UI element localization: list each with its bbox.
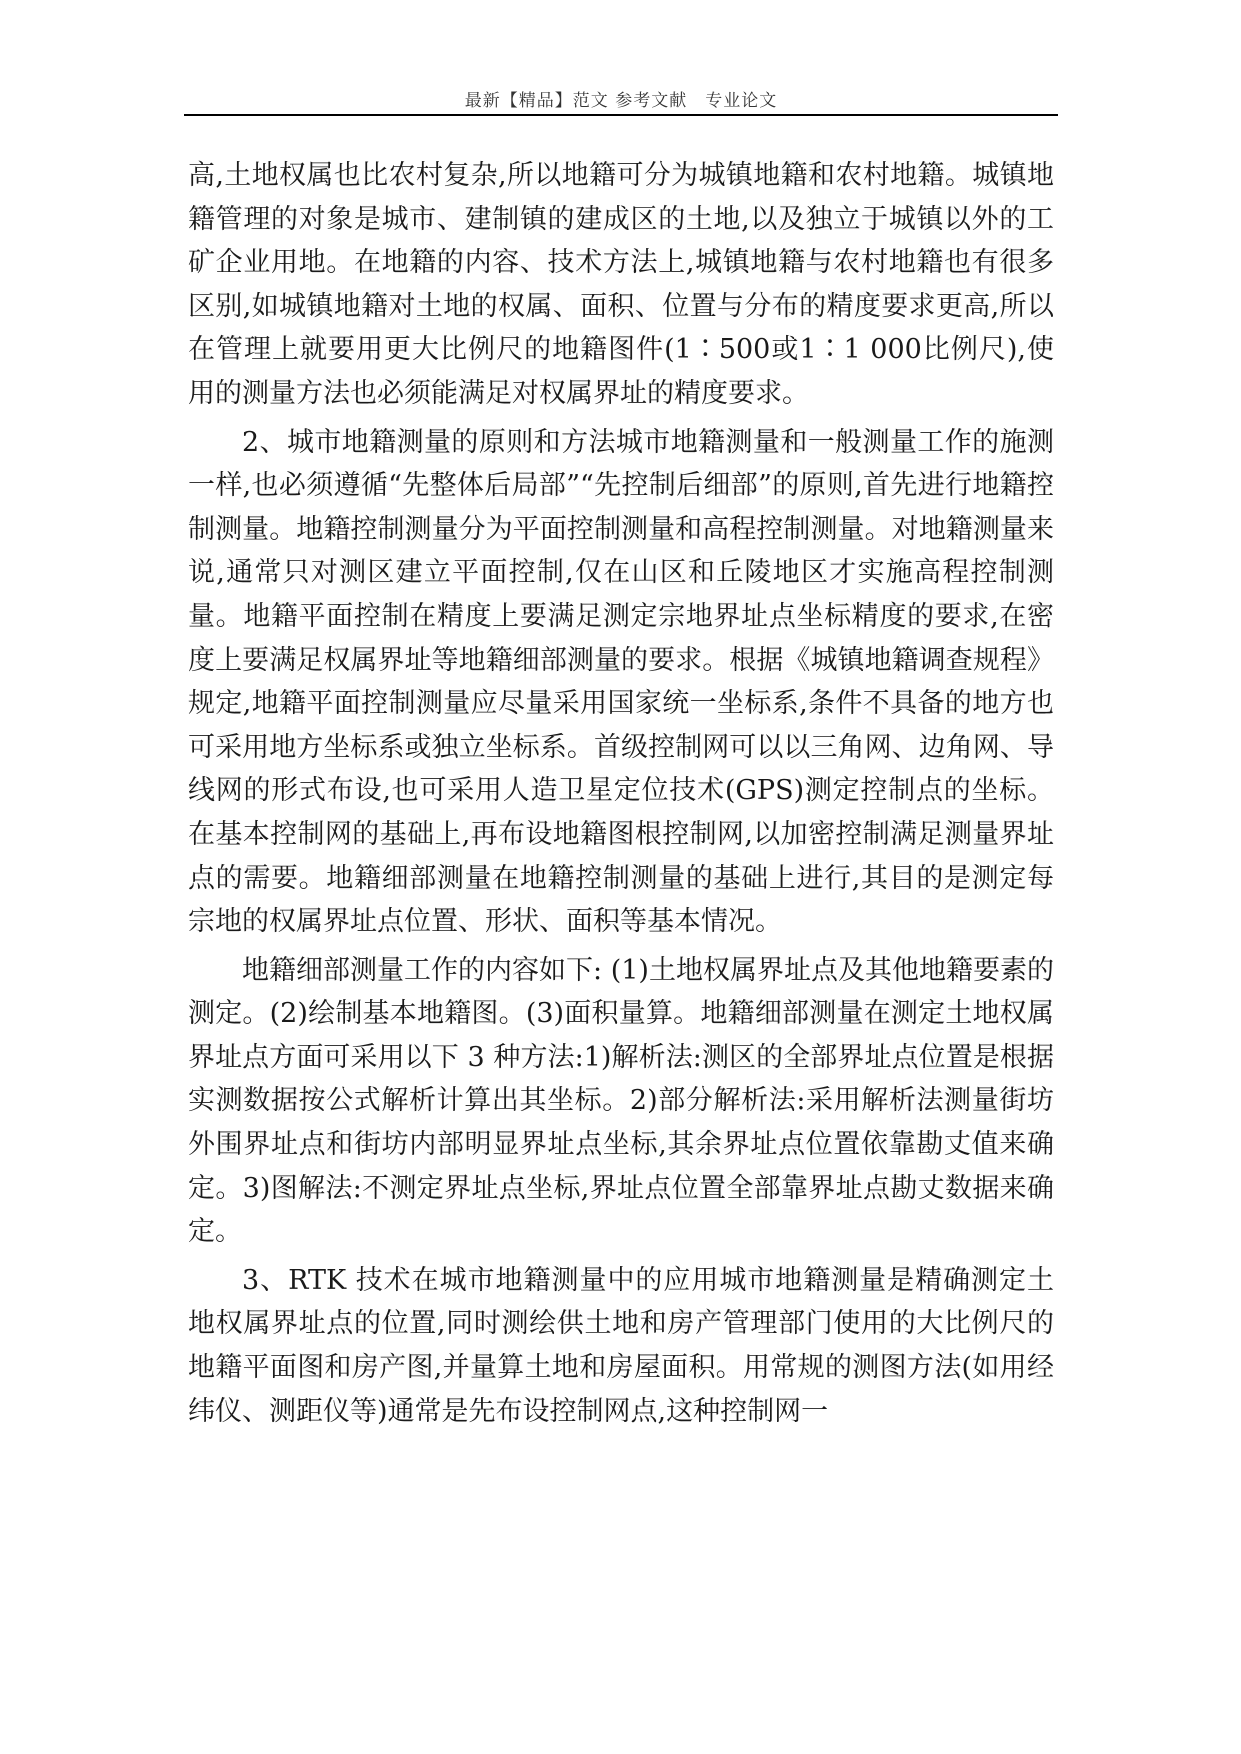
paragraph-1: 高,土地权属也比农村复杂,所以地籍可分为城镇地籍和农村地籍。城镇地籍管理的对象是城市、建制镇的建成区的土地,以及独立于城镇以外的工矿企业用地。在地籍的内容、技术方法上,城镇地籍与农村地籍也有很多区别,如城镇地籍对土地的权属、面积、位置与分布的精度要求更高,所以在管理上就要用更大比例尺的地籍图件(1∶500或1∶1 000比例尺),使用的测量方法也必须能满足对权属界址的精度要求。 [188,160,1054,409]
page-header: 最新【精品】范文 参考文献 专业论文 [464,91,778,111]
header-divider [184,114,1058,116]
document-body [188,154,1054,1438]
paragraph-3: 地籍细部测量工作的内容如下: (1)土地权属界址点及其他地籍要素的测定。(2)绘制基本地籍图。(3)面积量算。地籍细部测量在测定土地权属界址点方面可采用以下 3 种方法:1)解析法:测区的全部界址点位置是根据实测数据按公式解析计算出其坐标。2)部分解析法:采用解析法测量街坊外围界址点和街坊内部明显界址点坐标,其余界址点位置依靠勘丈值来确定。3)图解法:不测定界址点坐标,界址点位置全部靠界址点勘丈数据来确定。 [188,954,1054,1248]
paragraph-2: 2、城市地籍测量的原则和方法城市地籍测量和一般测量工作的施测一样,也必须遵循“先整体后局部”“先控制后细部”的原则,首先进行地籍控制测量。地籍控制测量分为平面控制测量和高程控制测量。对地籍测量来说,通常只对测区建立平面控制,仅在山区和丘陵地区才实施高程控制测量。地籍平面控制在精度上要满足测定宗地界址点坐标精度的要求,在密度上要满足权属界址等地籍细部测量的要求。根据《城镇地籍调查规程》规定,地籍平面控制测量应尽量采用国家统一坐标系,条件不具备的地方也可采用地方坐标系或独立坐标系。首级控制网可以以三角网、边角网、导线网的形式布设,也可采用人造卫星定位技术(GPS)测定控制点的坐标。在基本控制网的基础上,再布设地籍图根控制网,以加密控制满足测量界址点的需要。地籍细部测量在地籍控制测量的基础上进行,其目的是测定每宗地的权属界址点位置、形状、面积等基本情况。 [188,426,1054,938]
paragraph-4: 3、RTK 技术在城市地籍测量中的应用城市地籍测量是精确测定土地权属界址点的位置,同时测绘供土地和房产管理部门使用的大比例尺的地籍平面图和房产图,并量算土地和房屋面积。用常规的测图方法(如用经纬仪、测距仪等)通常是先布设控制网点,这种控制网一 [188,1264,1054,1427]
